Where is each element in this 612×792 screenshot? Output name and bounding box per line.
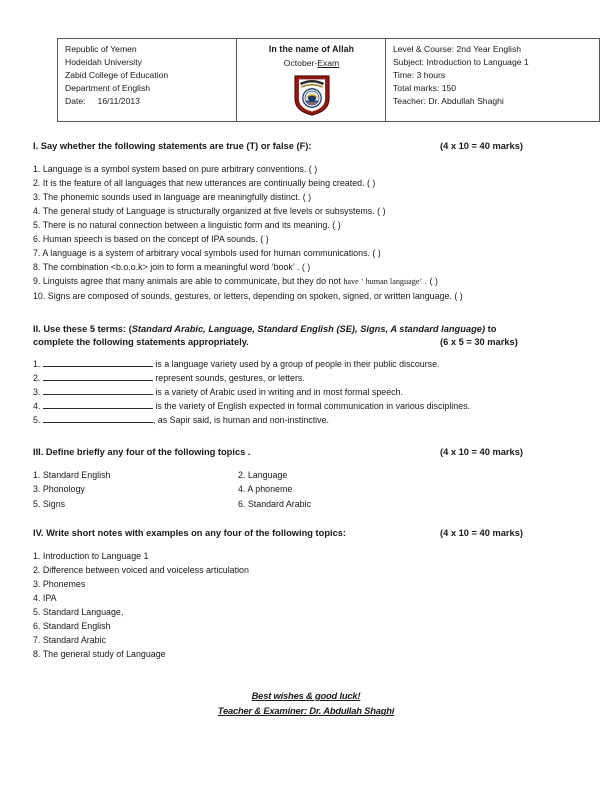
footer-line-2: Teacher & Examiner: Dr. Abdullah Shaghi xyxy=(217,705,395,717)
fill-blank-text: is a language variety used by a group of people in their public discourse. xyxy=(152,359,440,370)
fill-blank-text: is the variety of English expected in formal communication in various disciplines. xyxy=(152,401,471,412)
fill-blank-text: represent sounds, gestures, or letters. xyxy=(152,373,305,384)
header-cell-exam-info xyxy=(386,39,600,122)
fill-blank-input-1[interactable] xyxy=(43,357,153,367)
list-item: 7. A language is a system of arbitrary vocal symbols used for human communications. ( ) xyxy=(33,247,381,258)
section-2-items xyxy=(33,357,585,427)
topic-right: 6. Standard Arabic xyxy=(238,498,312,509)
basmala-title: In the name of Allah xyxy=(268,44,355,54)
exam-info-subject: Subject: Introduction to Language 1 xyxy=(393,57,529,68)
section-1-heading-row xyxy=(33,140,585,153)
footer-examiner xyxy=(0,703,612,718)
item-9-part-a: 9. Linguists agree that many animals are able to communicate, but they do not xyxy=(33,276,344,287)
section-3-topics xyxy=(33,468,585,512)
section-3-marks: (4 x 10 = 40 marks) xyxy=(440,447,523,457)
section-1-heading: I. Say whether the following statements are true (T) or false (F): xyxy=(33,141,312,151)
exam-info-total-marks: Total marks: 150 xyxy=(393,83,457,94)
fill-blank-item xyxy=(33,357,585,371)
fill-blank-number: 5. xyxy=(33,415,41,426)
header-row xyxy=(58,39,600,122)
fill-blank-item xyxy=(33,399,585,413)
list-item: 3. Phonemes xyxy=(33,578,86,589)
list-item: 1. Language is a symbol system based on pure arbitrary conventions. ( ) xyxy=(33,163,318,174)
fill-blank-input-3[interactable] xyxy=(43,385,153,395)
list-item: 6. Standard English xyxy=(33,620,111,631)
section-2-heading-prefix: II. Use these 5 terms: ( xyxy=(33,324,132,334)
crest-svg xyxy=(292,73,332,117)
exam-info-time: Time: 3 hours xyxy=(393,70,446,81)
exam-footer xyxy=(0,688,612,718)
list-item: 5. Standard Language, xyxy=(33,606,124,617)
topic-right: 4. A phoneme xyxy=(238,484,293,495)
list-item: 2. It is the feature of all languages that new utterances are continually being created. ( ) xyxy=(33,177,376,188)
exam-session-underlined: Exam xyxy=(317,58,340,69)
fill-blank-text: is a variety of Arabic used in writing and in most formal speech. xyxy=(152,387,403,398)
list-item: 7. Standard Arabic xyxy=(33,634,107,645)
list-item: 5. There is no natural connection between a linguistic form and its meaning. ( ) xyxy=(33,219,341,230)
section-4-heading-row xyxy=(33,527,585,540)
exam-session-prefix: October- xyxy=(283,58,318,69)
fill-blank-number: 4. xyxy=(33,401,41,412)
exam-header-table xyxy=(57,38,600,122)
university-crest-logo xyxy=(292,73,332,117)
institution-line-3: Zabid College of Education xyxy=(65,70,169,81)
section-1-items xyxy=(33,162,585,304)
topic-row xyxy=(33,468,585,483)
section-2-terms: Standard Arabic, Language, Standard English (SE), Signs, A standard language) xyxy=(131,324,486,334)
section-4-heading: IV. Write short notes with examples on any four of the following topics: xyxy=(33,528,347,538)
list-item: 2. Difference between voiced and voiceless articulation xyxy=(33,564,249,575)
exam-date-line xyxy=(65,95,230,108)
list-item-9 xyxy=(33,274,585,289)
fill-blank-input-5[interactable] xyxy=(43,413,153,423)
list-item: 4. The general study of Language is structurally organized at five levels or subsystems. ( ) xyxy=(33,205,386,216)
topic-right: 2. Language xyxy=(238,469,288,480)
footer-best-wishes xyxy=(0,688,612,703)
topic-row xyxy=(33,482,585,497)
topic-left: 3. Phonology xyxy=(33,484,85,495)
fill-blank-item xyxy=(33,371,585,385)
list-item: 3. The phonemic sounds used in language are meaningfully distinct. ( ) xyxy=(33,191,312,202)
section-2-heading-line2-row xyxy=(33,336,585,349)
crest-container xyxy=(244,73,379,117)
header-cell-basmala xyxy=(237,39,386,122)
fill-blank-item xyxy=(33,385,585,399)
institution-line-4: Department of English xyxy=(65,83,151,94)
fill-blank-item xyxy=(33,413,585,427)
fill-blank-number: 1. xyxy=(33,359,41,370)
section-4-marks: (4 x 10 = 40 marks) xyxy=(440,528,523,538)
header-cell-institution xyxy=(58,39,237,122)
section-3-heading: III. Define briefly any four of the following topics . xyxy=(33,447,251,457)
section-3-heading-row xyxy=(33,446,585,459)
fill-blank-input-2[interactable] xyxy=(43,371,153,381)
item-9-serif-part: have ‘ human language’ xyxy=(343,277,423,287)
item-9-part-b: . ( ) xyxy=(422,276,438,287)
list-item: 8. The combination <b.o.o.k> join to form a meaningful word ‘book’ . ( ) xyxy=(33,261,311,272)
exam-info-level-course: Level & Course: 2nd Year English xyxy=(393,44,522,54)
section-4-items xyxy=(33,549,585,662)
section-1 xyxy=(33,140,585,303)
fill-blank-number: 2. xyxy=(33,373,41,384)
institution-line-1: Republic of Yemen xyxy=(65,44,137,54)
topic-row xyxy=(33,497,585,512)
list-item: 6. Human speech is based on the concept of IPA sounds. ( ) xyxy=(33,233,269,244)
section-4 xyxy=(33,527,585,661)
list-item: 10. Signs are composed of sounds, gestures, or letters, depending on spoken, signed, or written language. ( ) xyxy=(33,291,463,301)
section-3 xyxy=(33,446,585,511)
topic-left: 1. Standard English xyxy=(33,469,111,480)
section-2-heading-row xyxy=(33,323,585,348)
section-2 xyxy=(33,323,585,427)
fill-blank-input-4[interactable] xyxy=(43,399,153,409)
list-item: 4. IPA xyxy=(33,592,57,603)
section-2-marks: (6 x 5 = 30 marks) xyxy=(440,336,518,347)
exam-info-teacher: Teacher: Dr. Abdullah Shaghi xyxy=(393,96,504,107)
exam-session-label xyxy=(244,57,379,70)
section-1-marks: (4 x 10 = 40 marks) xyxy=(440,141,523,151)
topic-left: 5. Signs xyxy=(33,498,66,509)
list-item: 1. Introduction to Language 1 xyxy=(33,550,149,561)
footer-line-1: Best wishes & good luck! xyxy=(251,690,361,701)
institution-line-2: Hodeidah University xyxy=(65,57,142,68)
section-2-heading-line2: complete the following statements appropriately. xyxy=(33,336,249,347)
date-label: Date: xyxy=(65,96,86,107)
date-value: 16/11/2013 xyxy=(97,96,140,107)
fill-blank-number: 3. xyxy=(33,387,41,398)
list-item: 8. The general study of Language xyxy=(33,648,166,659)
section-2-heading-suffix: to xyxy=(485,324,497,334)
fill-blank-text: , as Sapir said, is human and non-instinctive. xyxy=(152,415,329,426)
